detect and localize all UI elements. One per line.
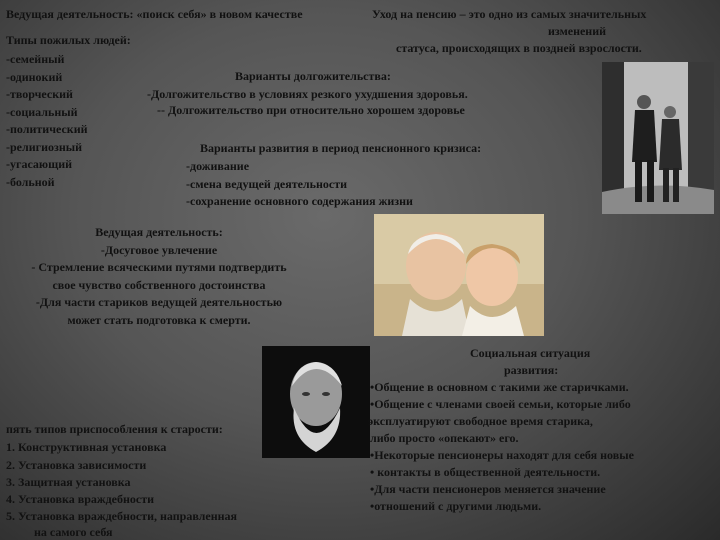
crisis-item: -доживание [186,159,250,173]
longevity-title: Варианты долгожительства: [235,69,391,83]
crisis-title: Варианты развития в период пенсионного кризиса: [200,141,482,155]
social-item: • контакты в общественной деятельности. [370,465,601,479]
types-item: -больной [6,174,55,189]
smiling-couple-photo [374,214,544,336]
types-list [6,51,88,191]
types-item: -творческий [6,87,73,101]
adaptation-item: 1. Конструктивная установка [6,440,167,454]
social-item: •Для части пенсионеров меняется значение [370,482,606,496]
social-item: эксплуатируют свободное время старика, [368,414,593,428]
adaptation-title: пять типов приспособления к старости: [6,422,223,436]
social-item: •Общение в основном с такими же старичками. [370,380,629,394]
longevity-item: -Долгожительство в условиях резкого ухудшения здоровья. [147,87,468,101]
crisis-item: -смена ведущей деятельности [186,177,348,191]
adaptation-item: на самого себя [34,525,113,539]
types-title: Типы пожилых людей: [6,33,131,47]
leading-line: - Стремление всяческими путями подтвердить [31,260,287,274]
leading-line: может стать подготовка к смерти. [67,312,251,327]
types-item: -религиозный [6,139,83,154]
leading-line: -Досуговое увлечение [100,242,218,257]
types-item: -одинокий [6,69,63,84]
old-man-portrait-photo [262,346,370,458]
adaptation-item: 4. Установка враждебности [6,492,155,506]
retirement-line-2: изменений [548,24,607,38]
social-title-line-2: развития: [504,363,559,377]
longevity-item: -- Долгожительство при относительно хорошем здоровье [157,103,465,117]
types-item: -угасающий [6,157,73,171]
social-item: •отношений с другими людьми. [370,499,542,513]
leading-activity-block [4,224,314,329]
adaptation-item: 2. Установка зависимости [6,458,147,472]
adaptation-item: 5. Установка враждебности, направленная [6,509,238,523]
social-item: •Некоторые пенсионеры находят для себя новые [370,448,634,462]
leading-line: -Для части стариков ведущей деятельностью [35,295,283,309]
lead-activity-heading: Ведущая деятельность: «поиск себя» в новом качестве [6,7,303,21]
social-item: либо просто «опекают» его. [370,431,519,445]
crisis-item: -сохранение основного содержания жизни [186,194,413,208]
retirement-line-3: статуса, происходящих в поздней взрослости. [396,41,642,55]
leading-line: свое чувство собственного достоинства [52,277,266,292]
types-item: -социальный [6,104,78,119]
types-item: -политический [6,122,88,136]
adaptation-item: 3. Защитная установка [6,475,131,489]
social-item: •Общение с членами своей семьи, которые либо [370,397,631,411]
retirement-line-1: Уход на пенсию – это одно из самых значительных [372,7,647,21]
social-title-line-1: Социальная ситуация [470,346,591,360]
elderly-couple-walking-photo [602,62,714,214]
types-item: -семейный [6,52,65,66]
leading-line: Ведущая деятельность: [95,225,223,239]
